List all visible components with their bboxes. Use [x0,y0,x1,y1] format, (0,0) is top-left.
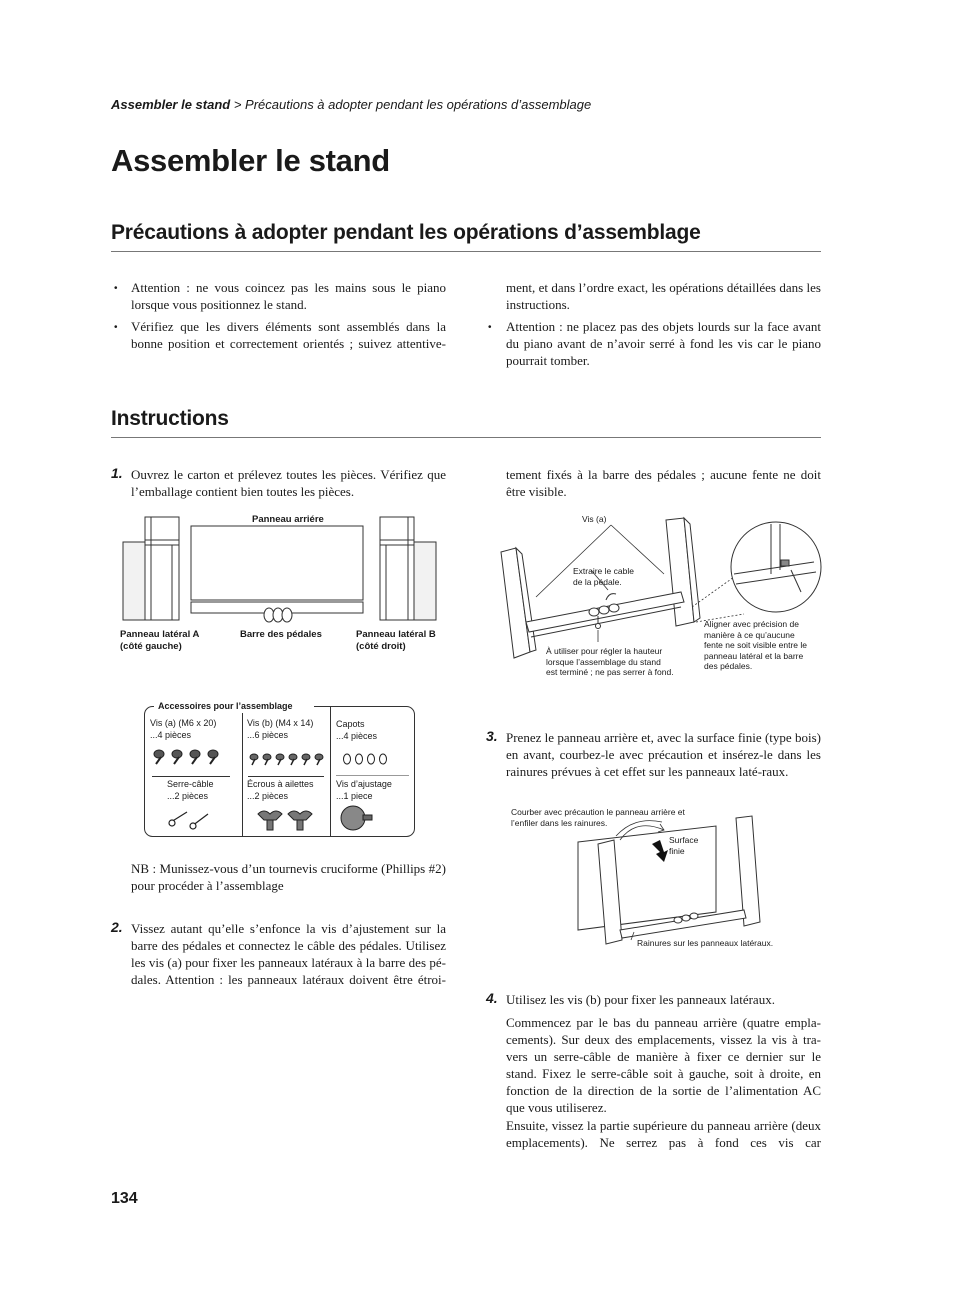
fig2-label-align-2: manière à ce qu’aucune [704,630,795,640]
screw-b-qty: ...6 pièces [247,730,289,740]
page-title: Assembler le stand [111,143,390,178]
step-4-paragraph-2: Commencez par le bas du panneau arrière (quatre empla-cements). Sur deux des emplacements, vissez la vis à tra-vers un serre-câble de manière à fixer ce dernier sur le stand. Fixez le serre-câble soit à gauche, soit à droite, en fonction de la direction de la sortie de l’alimentation AC que vous utiliserez. [506,1015,821,1115]
page-number: 134 [111,1190,138,1207]
bullet-marker: • [114,283,118,294]
adjuster-qty: ...1 piece [336,791,373,801]
caps-icon [342,752,392,766]
step-number: 4. [486,990,498,1006]
bullet-marker: • [488,322,492,333]
fig2-label-align-5: des pédales. [704,661,753,671]
breadcrumb-page: Précautions à adopter pendant les opérations d’assemblage [245,97,592,112]
precaution-item: Vérifiez que les divers éléments sont assemblés dans la bonne position et correctement orientés ; suivez attentive- [131,319,446,351]
fig2-label-align-1: Aligner avec précision de [704,619,799,629]
precaution-item: Attention : ne placez pas des objets lourds sur la face avant du piano avant de n’avoir serré à fond les vis car le piano pourrait tomber. [506,319,821,368]
breadcrumb-separator: > [230,97,246,112]
precautions-heading: Précautions à adopter pendant les opérations d’assemblage [111,221,701,244]
accessories-title: Accessoires pour l’assemblage [158,701,293,711]
wing-nuts-qty: ...2 pièces [247,791,289,801]
screw-a-label: Vis (a) (M6 x 20) [150,718,217,728]
step-3-text: Prenez le panneau arrière et, avec la surface finie (type bois) en avant, courbez-le avec précaution et insérez-le dans les rainures prévues à cet effet sur les panneaux laté-raux. [506,730,821,779]
fig3-label-surface-2: finie [669,846,685,856]
step-number: 2. [111,919,123,935]
label-pedal-bar: Barre des pédales [240,629,322,640]
fig2-label-adjust-1: À utiliser pour régler la hauteur [546,646,663,656]
fig2-label-extract-cable-2: de la pédale. [573,577,622,587]
fig2-label-screw-a: Vis (a) [582,514,607,524]
screw-b-label: Vis (b) (M4 x 14) [247,718,314,728]
fig3-label-curve-1: Courber avec précaution le panneau arrière et [511,807,685,817]
step-2-text: Vissez autant qu’elle s’enfonce la vis d’ajustement sur la barre des pédales et connectez le câble des pédales. Utilisez les vis (a) pour fixer les panneaux latéraux à la barre des pé-dales. Attention : les panneaux latéraux doivent être étroi- [131,921,446,987]
adjuster-icon [339,803,373,833]
fig2-label-adjust-2: lorsque l’assemblage du stand [546,657,661,667]
parts-diagram [118,512,448,632]
wing-nuts-label: Écrous à ailettes [247,779,314,789]
step-number: 3. [486,728,498,744]
bullet-marker: • [114,322,118,333]
fig3-label-grooves: Rainures sur les panneaux latéraux. [637,938,774,948]
breadcrumb [111,97,591,112]
step-2-text-continued: tement fixés à la barre des pédales ; aucune fente ne doit être visible. [506,467,821,499]
step-4-text: Utilisez les vis (b) pour fixer les panneaux latéraux. [506,992,775,1007]
breadcrumb-section[interactable]: Assembler le stand [111,97,231,112]
wing-nut-icon [256,806,318,834]
cable-clip-qty: ...2 pièces [167,791,209,801]
back-panel-insertion-diagram [576,812,776,952]
screw-a-qty: ...4 pièces [150,730,192,740]
label-side-panel-a: Panneau latéral A [120,629,200,640]
fig3-label-curve-2: l’enfiler dans les rainures. [511,818,608,828]
precaution-item: Attention : ne vous coincez pas les mains sous le piano lorsque vous positionnez le stand. [131,280,446,312]
fig2-label-align-4: panneau latéral et la barre [704,651,804,661]
label-side-panel-b-sub: (côté droit) [356,641,406,652]
step-1-text: Ouvrez le carton et prélevez toutes les pièces. Vérifiez que l’emballage contient bien toutes les pièces. [131,467,446,499]
screw-a-icon [153,749,235,765]
cable-clip-label: Serre-câble [167,779,214,789]
section-divider [111,437,821,438]
instructions-heading: Instructions [111,407,229,430]
precaution-item-continued: ment, et dans l’ordre exact, les opérations détaillées dans les instructions. [506,280,821,312]
label-side-panel-a-sub: (côté gauche) [120,641,182,652]
screw-b-icon [249,753,329,767]
cable-clip-icon [168,808,214,830]
step-number: 1. [111,465,123,481]
fig3-label-surface-1: Surface [669,835,699,845]
caps-label: Capots [336,719,365,729]
caps-qty: ...4 pièces [336,731,378,741]
section-divider [111,251,821,252]
step-4-paragraph-3: Ensuite, vissez la partie supérieure du panneau arrière (deux emplacements). Ne serrez pas à fond ces vis car [506,1118,821,1150]
note-text: NB : Munissez-vous d’un tournevis cruciforme (Phillips #2) pour procéder à l’assemblage [131,861,446,893]
label-back-panel: Panneau arriére [252,514,324,525]
fig2-label-adjust-3: est terminé ; ne pas serrer à fond. [546,667,674,677]
adjuster-label: Vis d’ajustage [336,779,392,789]
label-side-panel-b: Panneau latéral B [356,629,436,640]
fig2-label-extract-cable: Extraire le cable [573,566,634,576]
fig2-label-align-3: fente ne soit visible entre le [704,640,808,650]
